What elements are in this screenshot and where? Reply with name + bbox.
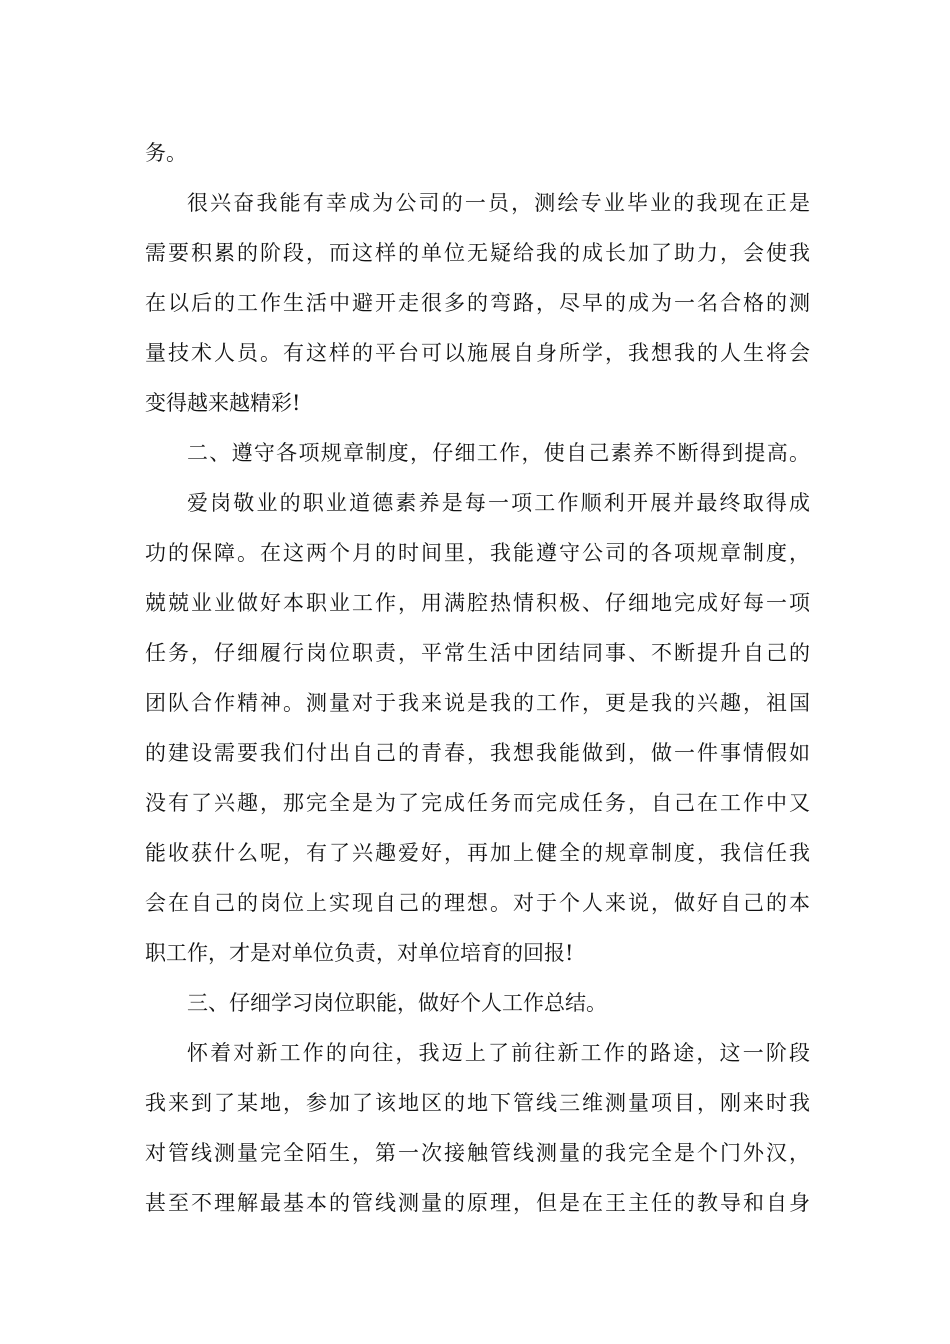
text-line: 变得越来越精彩! <box>145 391 301 415</box>
text-line: 爱岗敬业的职业道德素养是每一项工作顺利开展并最终取得成 <box>187 491 810 515</box>
text-line: 我来到了某地，参加了该地区的地下管线三维测量项目，刚来时我 <box>145 1091 810 1115</box>
text-line: 兢兢业业做好本职业工作，用满腔热情积极、仔细地完成好每一项 <box>145 591 810 615</box>
text-line: 职工作，才是对单位负责，对单位培育的回报! <box>145 941 574 965</box>
text-line: 功的保障。在这两个月的时间里，我能遵守公司的各项规章制度， <box>145 541 810 565</box>
text-line: 二、遵守各项规章制度，仔细工作，使自己素养不断得到提高。 <box>187 441 810 465</box>
document-body <box>145 128 810 1228</box>
text-line: 在以后的工作生活中避开走很多的弯路，尽早的成为一名合格的测 <box>145 291 810 315</box>
text-line: 务。 <box>145 141 187 165</box>
text-line: 甚至不理解最基本的管线测量的原理，但是在王主任的教导和自身 <box>145 1191 810 1215</box>
text-line: 量技术人员。有这样的平台可以施展自身所学，我想我的人生将会 <box>145 341 810 365</box>
text-line: 的建设需要我们付出自己的青春，我想我能做到，做一件事情假如 <box>145 741 810 765</box>
text-line: 三、仔细学习岗位职能，做好个人工作总结。 <box>187 991 607 1015</box>
text-line: 团队合作精神。测量对于我来说是我的工作，更是我的兴趣，祖国 <box>145 691 810 715</box>
text-line: 很兴奋我能有幸成为公司的一员，测绘专业毕业的我现在正是 <box>187 191 810 215</box>
text-line: 能收获什么呢，有了兴趣爱好，再加上健全的规章制度，我信任我 <box>145 841 810 865</box>
text-line: 需要积累的阶段，而这样的单位无疑给我的成长加了助力，会使我 <box>145 241 810 265</box>
text-line: 任务，仔细履行岗位职责，平常生活中团结同事、不断提升自己的 <box>145 641 810 665</box>
text-line: 对管线测量完全陌生，第一次接触管线测量的我完全是个门外汉， <box>145 1141 810 1165</box>
text-line: 没有了兴趣，那完全是为了完成任务而完成任务，自己在工作中又 <box>145 791 810 815</box>
text-line: 怀着对新工作的向往，我迈上了前往新工作的路途，这一阶段 <box>187 1041 810 1065</box>
text-line: 会在自己的岗位上实现自己的理想。对于个人来说，做好自己的本 <box>145 891 810 915</box>
